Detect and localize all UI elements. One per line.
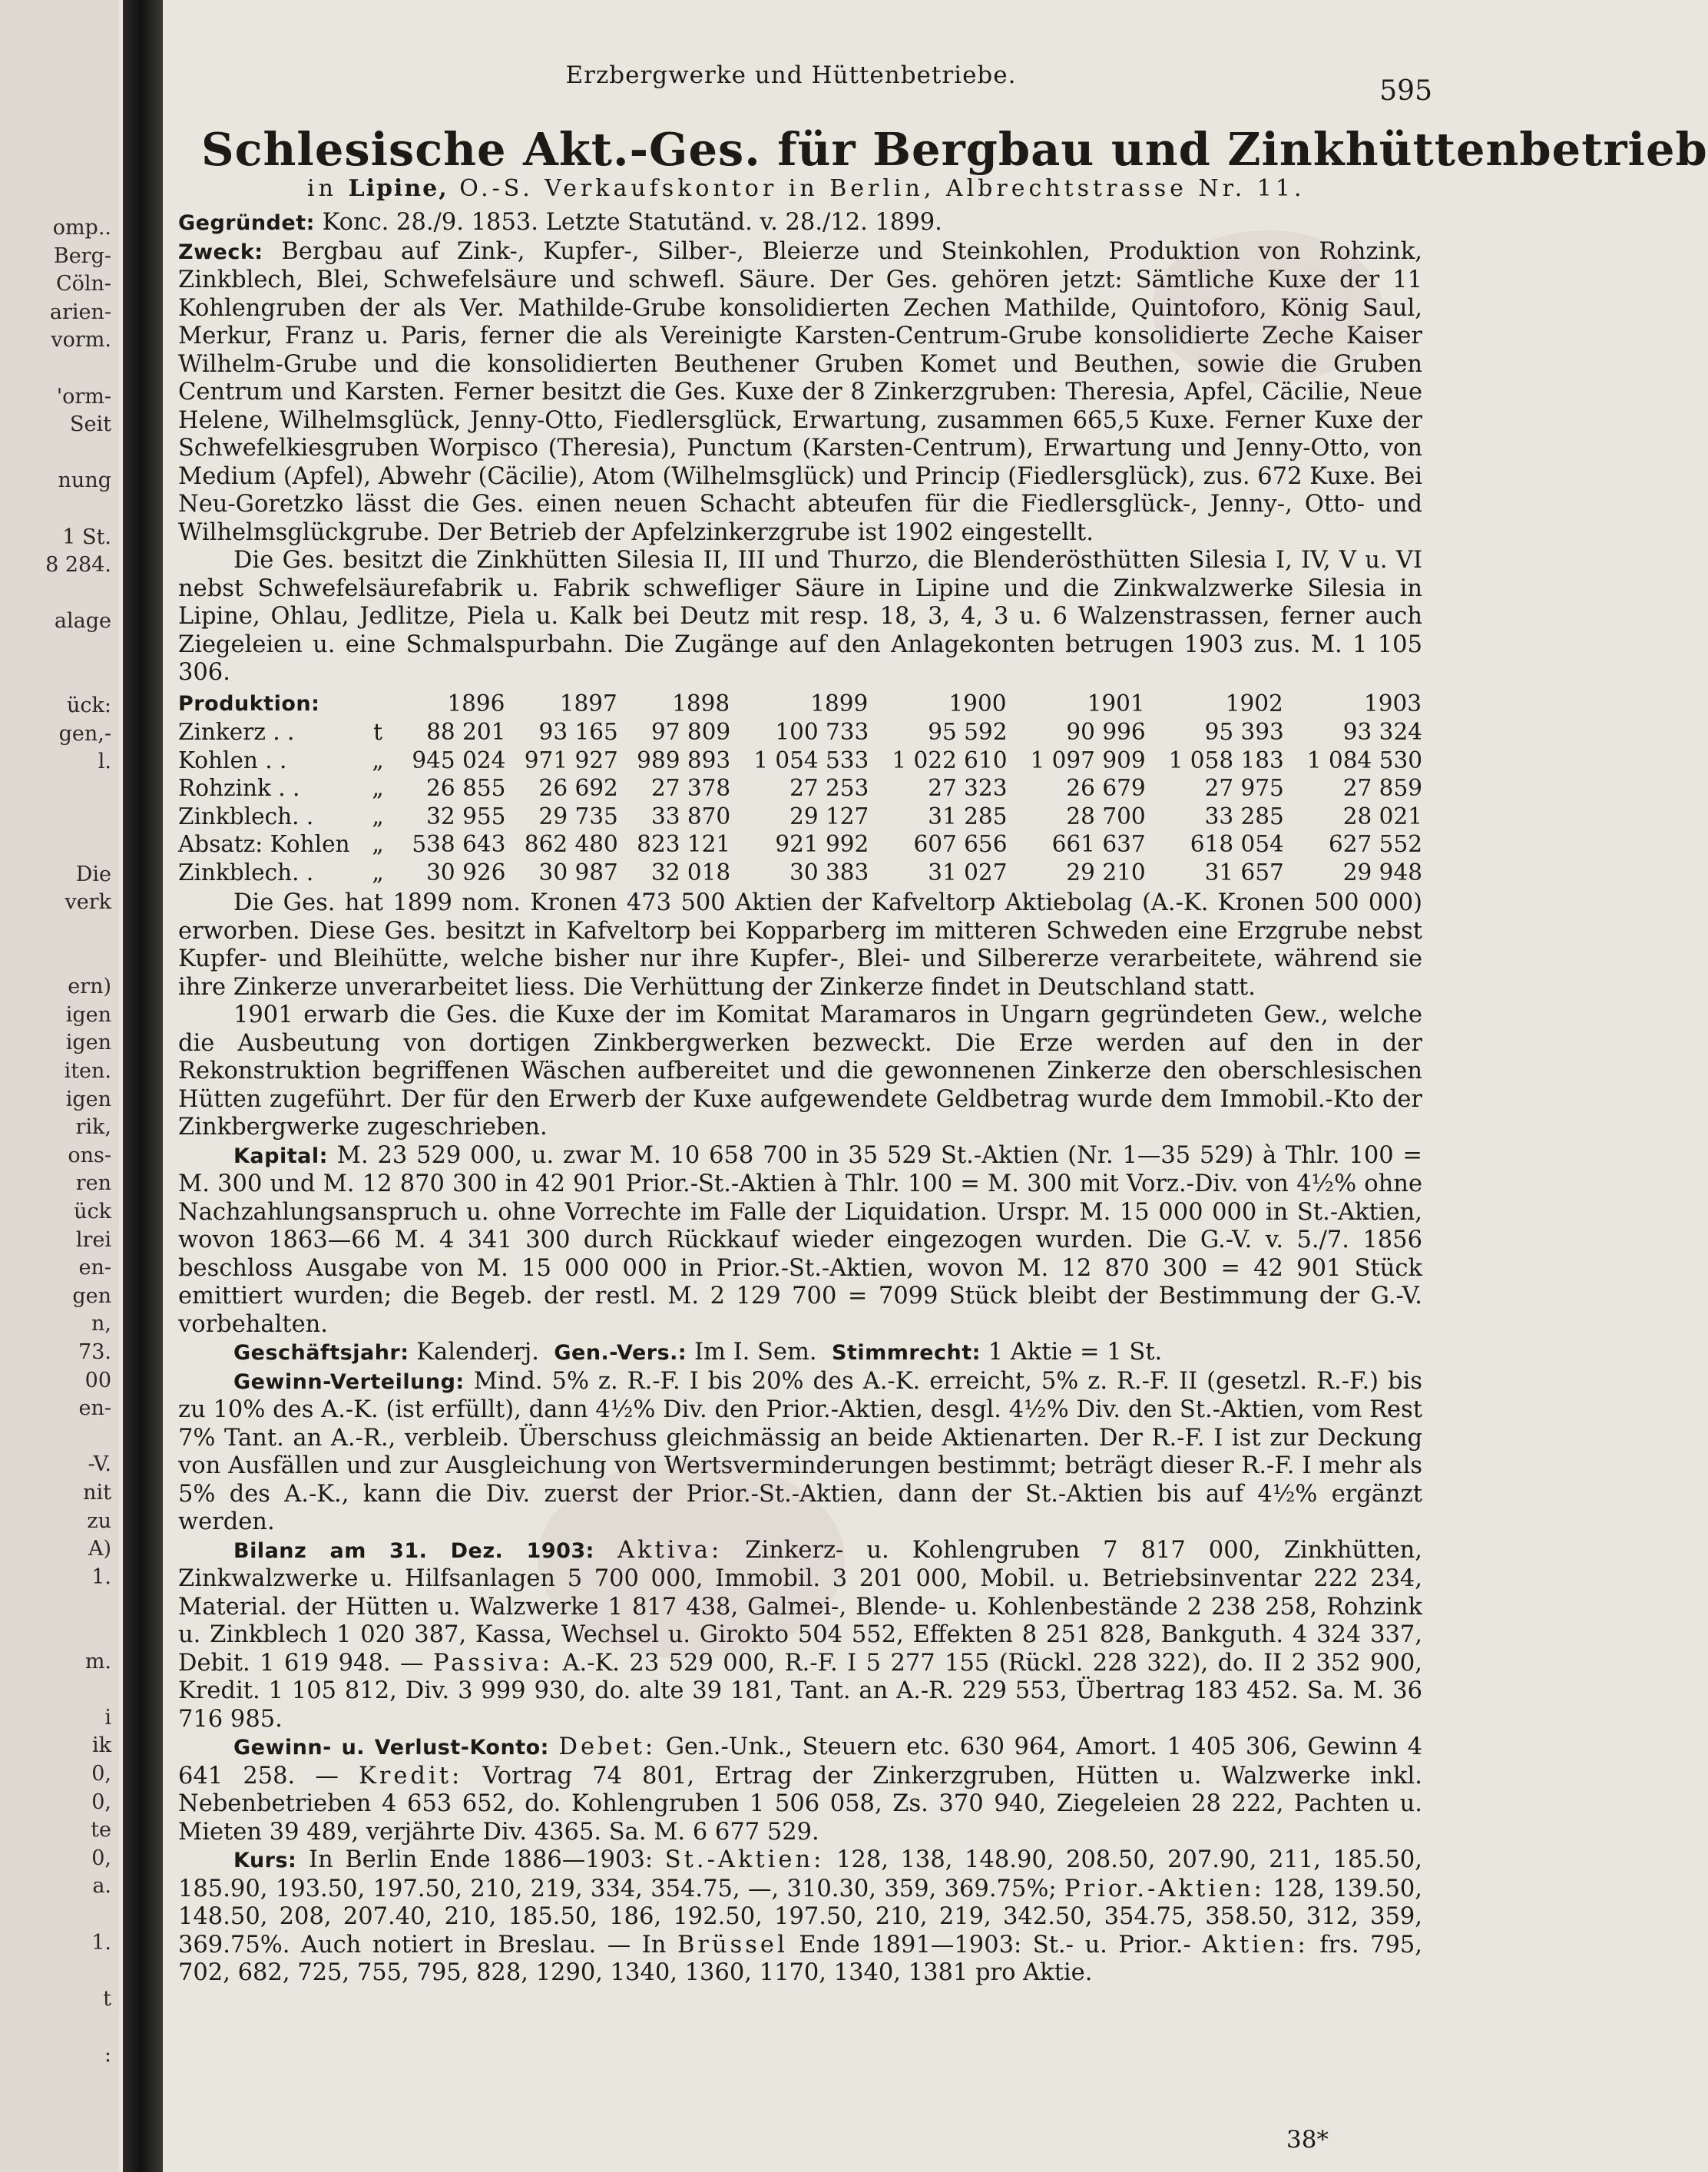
- aktiva-label: Aktiva:: [617, 1536, 723, 1564]
- gewinn-verteilung-paragraph: [178, 1368, 1422, 1537]
- facing-page-text: igen: [65, 1031, 111, 1055]
- page-number: 595: [1379, 75, 1432, 107]
- production-value: 29 735: [538, 803, 618, 829]
- location-suffix: O.-S. Verkaufskontor in Berlin, Albrechtstrasse Nr. 11.: [459, 175, 1306, 202]
- zweck-label: Zweck:: [178, 240, 263, 264]
- production-row-label: Kohlen . .: [178, 747, 287, 773]
- production-value: 32 018: [650, 859, 731, 886]
- kapital-label: Kapital:: [233, 1144, 328, 1168]
- guv-label: Gewinn- u. Verlust-Konto:: [233, 1736, 549, 1760]
- production-value: 30 383: [789, 859, 869, 886]
- production-value: 88 201: [426, 719, 506, 745]
- facing-page-text: en-: [78, 1396, 111, 1421]
- production-value: 31 657: [1204, 859, 1284, 886]
- facing-page-text: l.: [98, 750, 111, 774]
- production-value: 28 021: [1342, 803, 1422, 829]
- production-row-label: Absatz: Kohlen: [178, 831, 350, 857]
- bilanz-paragraph: [178, 1537, 1422, 1734]
- year-header: 1896: [447, 690, 505, 717]
- gewinn-verteilung-text: Mind. 5% z. R.-F. I bis 20% des A.-K. erreicht, 5% z. R.-F. II (gesetzl. R.-F.) bis zu 10% des A.-K. (ist erfüllt), dann 4½% Div. den Prior.-Aktien, desgl. 4½% Div. den St.-Aktien, vom Rest 7% Tant. an A.-R., verbleib. Überschuss gleichmässig an beide Aktienarten. Der R.-F. I ist zur Deckung von Ausfällen und zur Ausgleichung von Wertsverminderungen bestimmt; beträgt dieser R.-F. I mehr als 5% des A.-K., kann die Div. zuerst der Prior.-St.-Aktien, dann der St.-Aktien bis auf 4½% ergänzt werden.: [178, 1367, 1422, 1535]
- production-value: 618 054: [1190, 831, 1284, 857]
- production-value: 1 054 533: [753, 747, 869, 773]
- facing-page-text: 73.: [78, 1340, 111, 1364]
- facing-page-text: gen,-: [58, 721, 111, 746]
- zweck-text: Bergbau auf Zink-, Kupfer-, Silber-, Bleierze und Steinkohlen, Produktion von Rohzink, Zinkblech, Blei, Schwefelsäure und schwefl. Säure. Der Ges. gehören jetzt: Sämtliche Kuxe der 11 Kohlengruben der als Ver. Mathilde-Grube konsolidierten Zechen Mathilde, Quintoforo, König Saul, Merkur, Franz u. Paris, ferner die als Vereinigte Karsten-Centrum-Grube konsolidierte Zeche Kaiser Wilhelm-Grube und die konsolidierten Beuthener Gruben Komet und Beuthen, sowie die Gruben Centrum und Karsten. Ferner besitzt die Ges. Kuxe der 8 Zinkerzgruben: Theresia, Apfel, Cäcilie, Neue Helene, Wilhelmsglück, Jenny-Otto, Fiedlersglück, Erwartung, zusammen 665,5 Kuxe. Ferner Kuxe der Schwefelkiesgruben Worpisco (Theresia), Punctum (Karsten-Centrum), Erwartung und Jenny-Otto, von Medium (Apfel), Abwehr (Cäcilie), Atom (Wilhelmsglück) und Princip (Fiedlersglück), zus. 672 Kuxe. Bei Neu-Goretzko lässt die Ges. einen neuen Schacht abteufen für die Fiedlersglück-, Jenny-, Otto- und Wilhelmsglückgrube. Der Betrieb der Apfelzinkerzgrube ist 1902 eingestellt.: [178, 237, 1422, 546]
- production-value: 95 592: [928, 719, 1008, 745]
- passiva-label: Passiva:: [432, 1649, 554, 1677]
- production-row: [178, 803, 1422, 831]
- facing-page-text: a.: [92, 1874, 111, 1899]
- aktiva-text: Zinkerz- u. Kohlengruben 7 817 000, Zinkhütten, Zinkwalzwerke u. Hilfsanlagen 5 700 000, Immobil. 3 201 000, Mobil. u. Betriebsinventar 222 234, Material. der Hütten u. Walzwerke 1 817 438, Galmei-, Blende- u. Kohlenbestände 2 238 258, Rohzink u. Zinkblech 1 020 387, Kassa, Wechsel u. Girokto 504 552, Effekten 8 251 828, Bankguth. 4 324 337, Debit. 1 619 948. —: [178, 1536, 1422, 1677]
- production-table: [178, 689, 1422, 887]
- production-value: 31 027: [928, 859, 1008, 886]
- location-prefix: in: [307, 175, 337, 202]
- kapital-text: M. 23 529 000, u. zwar M. 10 658 700 in 35 529 St.-Aktien (Nr. 1—35 529) à Thlr. 100 = M. 300 und M. 12 870 300 in 42 901 Prior.-St.-Aktien à Thlr. 100 = M. 300 mit Vorz.-Div. von 4½% ohne Nachzahlungsanspruch u. ohne Vorrechte im Falle der Liquidation. Urspr. M. 15 000 000 in St.-Aktien, wovon 1863—66 M. 4 341 300 durch Rückkauf wieder eingezogen wurden. Die G.-V. v. 5./7. 1856 beschloss Ausgabe von M. 15 000 000 in Prior.-St.-Aktien, wovon M. 12 870 300 = 42 901 Stück emittiert wurden; die Begeb. der restl. M. 2 129 700 = 7099 Stück bleibt der Bestimmung der G.-V. vorbehalten.: [178, 1141, 1422, 1338]
- bilanz-label: Bilanz am 31. Dez. 1903:: [233, 1538, 594, 1563]
- facing-page-text: n,: [91, 1312, 111, 1336]
- production-value: 607 656: [913, 831, 1008, 857]
- year-header: 1898: [672, 690, 730, 717]
- kredit-label: Kredit:: [359, 1762, 463, 1790]
- production-value: 97 809: [650, 719, 731, 745]
- facing-page-text: ück: [74, 1200, 111, 1223]
- bruessel-label: Brüssel: [677, 1931, 788, 1958]
- facing-page-text: vorm.: [51, 328, 111, 353]
- st-aktien-text: 128, 138, 148.90, 208.50, 207.90, 211, 185.50, 185.90, 193.50, 197.50, 210, 219, 334, 354.75, —, 310.30, 359, 369.75%;: [178, 1846, 1422, 1902]
- production-value: 100 733: [775, 719, 869, 745]
- location-place: Lipine,: [348, 175, 449, 202]
- passiva-text: A.-K. 23 529 000, R.-F. I 5 277 155 (Rückl. 228 322), do. II 2 352 900, Kredit. 1 105 812, Div. 3 999 930, do. alte 39 181, Tant. an A.-R. 229 553, Übertrag 183 452. Sa. M. 36 716 985.: [178, 1649, 1422, 1733]
- gen-vers-label: Gen.-Vers.:: [554, 1341, 687, 1365]
- year-header: 1900: [948, 690, 1007, 717]
- production-row-unit: „: [372, 859, 384, 886]
- facing-page-fragment: [0, 0, 119, 2172]
- production-row: [178, 859, 1422, 887]
- facing-page-text: ren: [75, 1171, 111, 1196]
- guv-paragraph: [178, 1733, 1422, 1846]
- production-value: 27 253: [789, 775, 869, 801]
- production-value: 28 700: [1066, 803, 1146, 829]
- facing-page-text: t: [103, 1986, 111, 2011]
- book-gutter: [123, 0, 163, 2172]
- gewinn-verteilung-label: Gewinn-Verteilung:: [233, 1369, 465, 1394]
- facing-page-text: 1 St.: [62, 525, 111, 549]
- production-value: 26 679: [1066, 775, 1146, 801]
- geschaeftsjahr-label: Geschäftsjahr:: [233, 1341, 409, 1365]
- facing-page-text: i: [104, 1705, 111, 1730]
- production-value: 31 285: [928, 803, 1008, 829]
- production-row-unit: t: [373, 719, 382, 745]
- production-value: 30 987: [538, 859, 618, 886]
- production-value: 93 165: [538, 719, 618, 745]
- facing-page-text: ik: [92, 1733, 111, 1758]
- production-row-label: Zinkblech. .: [178, 803, 314, 829]
- paragraph-1901: 1901 erwarb die Ges. die Kuxe der im Komitat Maramaros in Ungarn gegründeten Gew., welche die Ausbeutung von dortigen Zinkbergwerken bezweckt. Die Erze werden auf den in der Rekonstruktion begriffenen Wäschen aufbereitet und die gewonnenen Zinkerze den oberschlesischen Hütten zugeführt. Der für den Erwerb der Kuxe aufgewendete Geldbetrag wurde dem Immobil.-Kto der Zinkbergwerke zugeschrieben.: [178, 1002, 1422, 1141]
- stimmrecht-label: Stimmrecht:: [832, 1341, 981, 1365]
- facing-page-text: ons-: [68, 1143, 111, 1167]
- production-row-unit: „: [372, 747, 384, 773]
- production-value: 29 948: [1342, 859, 1422, 886]
- production-row-label: Zinkerz . .: [178, 719, 295, 745]
- year-header: 1902: [1225, 690, 1283, 717]
- stimmrecht-text: 1 Aktie = 1 St.: [988, 1339, 1163, 1366]
- production-value: 95 393: [1204, 719, 1284, 745]
- facing-page-text: 1.: [91, 1564, 111, 1589]
- facing-page-text: -V.: [88, 1452, 111, 1477]
- facing-page-text: Cöln-: [55, 272, 111, 296]
- production-row-unit: „: [372, 803, 384, 829]
- production-value: 26 855: [426, 775, 506, 801]
- production-row: [178, 747, 1422, 775]
- debet-label: Debet:: [558, 1733, 657, 1760]
- kredit-text: Vortrag 74 801, Ertrag der Zinkerzgruben, Hütten u. Walzwerke inkl. Nebenbetrieben 4 653 652, do. Kohlengruben 1 506 058, Zs. 370 940, Ziegeleien 28 222, Pachten u. Mieten 39 489, verjährte Div. 4365. Sa. M. 6 677 529.: [178, 1762, 1422, 1846]
- facing-page-text: 1.: [91, 1930, 111, 1955]
- production-value: 29 127: [789, 803, 869, 829]
- debet-text: Gen.-Unk., Steuern etc. 630 964, Amort. 1 405 306, Gewinn 4 641 258. —: [178, 1733, 1422, 1790]
- year-header: 1903: [1363, 690, 1422, 717]
- prior-aktien-text: 128, 139.50, 148.50, 208, 207.40, 210, 185.50, 186, 192.50, 197.50, 210, 219, 342.50, 354.75, 358.50, 312, 359, 369.75%. Auch notiert in Breslau. — In: [178, 1875, 1422, 1958]
- facing-page-text: te: [91, 1818, 111, 1843]
- facing-page-text: verk: [65, 890, 111, 915]
- production-value: 538 643: [412, 831, 506, 857]
- production-value: 1 058 183: [1168, 747, 1284, 773]
- production-value: 971 927: [524, 747, 618, 773]
- production-value: 921 992: [775, 831, 869, 857]
- production-value: 1 022 610: [892, 747, 1008, 773]
- unit-header-cell: [362, 689, 393, 719]
- aktien-text: frs. 795, 702, 682, 725, 755, 795, 828, 1290, 1340, 1360, 1170, 1340, 1381 pro Aktie.: [178, 1931, 1422, 1986]
- facing-page-text: omp..: [52, 216, 111, 240]
- gen-vers-text: Im I. Sem.: [693, 1339, 817, 1366]
- gegruendet-text: Konc. 28./9. 1853. Letzte Statutänd. v. 28./12. 1899.: [322, 209, 942, 236]
- production-row-unit: „: [372, 831, 384, 857]
- facing-page-text: arien-: [49, 300, 111, 324]
- production-value: 945 024: [412, 747, 506, 773]
- kurs-label: Kurs:: [233, 1849, 297, 1872]
- production-value: 32 955: [426, 803, 506, 829]
- entry-body: [178, 209, 1422, 1988]
- production-value: 627 552: [1329, 831, 1422, 857]
- facing-page-text: en-: [78, 1256, 111, 1280]
- production-value: 1 097 909: [1030, 747, 1146, 773]
- prior-aktien-label: Prior.-Aktien:: [1064, 1875, 1265, 1902]
- kurs-paragraph: [178, 1846, 1422, 1988]
- production-row: [178, 830, 1422, 859]
- production-label-cell: [178, 689, 362, 719]
- production-value: 26 692: [538, 775, 618, 801]
- facing-page-text: 'orm-: [56, 384, 111, 409]
- facing-page-text: alage: [54, 609, 111, 634]
- aktien-label: Aktien:: [1202, 1931, 1309, 1958]
- facing-page-text: A): [88, 1537, 111, 1561]
- gegruendet-paragraph: [178, 209, 1422, 238]
- facing-page-text: 0,: [91, 1762, 111, 1786]
- kapital-paragraph: [178, 1142, 1422, 1339]
- facing-page-text: Die: [75, 862, 111, 886]
- production-row-label: Rohzink . .: [178, 775, 300, 801]
- facing-page-text: zu: [87, 1508, 111, 1533]
- production-value: 823 121: [637, 831, 731, 857]
- production-row-unit: „: [372, 775, 384, 801]
- facing-page-text: :: [104, 2043, 111, 2067]
- production-value: 27 859: [1342, 775, 1422, 801]
- signature-mark: 38*: [1286, 2126, 1329, 2154]
- production-row: [178, 774, 1422, 803]
- facing-page-text: 00: [84, 1368, 111, 1392]
- facing-page-text: Berg-: [53, 243, 111, 268]
- zweck-paragraph: [178, 238, 1422, 548]
- production-value: 27 378: [650, 775, 731, 801]
- year-header: 1899: [810, 690, 869, 717]
- facing-page-text: lrei: [75, 1227, 111, 1252]
- gegruendet-label: Gegründet:: [178, 211, 315, 235]
- company-location: [307, 175, 1382, 202]
- facing-page-text: 0,: [91, 1846, 111, 1870]
- year-header: 1901: [1087, 690, 1145, 717]
- year-header: 1897: [559, 690, 617, 717]
- facing-page-text: igen: [65, 1002, 111, 1027]
- production-value: 29 210: [1066, 859, 1146, 886]
- production-value: 1 084 530: [1306, 747, 1422, 773]
- facing-page-text: 8 284.: [45, 553, 111, 578]
- facing-page-text: Seit: [70, 412, 111, 437]
- facing-page-text: 0,: [91, 1790, 111, 1814]
- aktien-paragraph: Die Ges. hat 1899 nom. Kronen 473 500 Aktien der Kafveltorp Aktiebolag (A.-K. Kronen 500 000) erworben. Diese Ges. besitzt in Kafveltorp bei Kopparberg im mitteren Schweden eine Erzgrube nebst Kupfer- und Bleihütte, welche bisher nur ihre Kupfer-, Blei- und Silbererze verarbeitete, während sie ihre Zinkerze unverarbeitet liess. Die Verhüttung der Zinkerze findet in Deutschland statt.: [178, 889, 1422, 1001]
- facing-page-text: nung: [58, 469, 111, 493]
- facing-page-text: ück:: [67, 694, 111, 718]
- production-header-row: [178, 689, 1422, 719]
- facing-page-text: iten.: [64, 1059, 111, 1083]
- production-value: 989 893: [637, 747, 731, 773]
- production-row: [178, 718, 1422, 747]
- production-value: 661 637: [1051, 831, 1146, 857]
- production-value: 90 996: [1066, 719, 1146, 745]
- production-value: 27 323: [928, 775, 1008, 801]
- facing-page-text: rik,: [75, 1115, 111, 1140]
- production-value: 33 285: [1204, 803, 1284, 829]
- geschaeftsjahr-paragraph: [178, 1339, 1422, 1368]
- production-value: 862 480: [524, 831, 618, 857]
- st-aktien-label: St.-Aktien:: [664, 1846, 825, 1873]
- production-row-label: Zinkblech. .: [178, 859, 314, 886]
- production-value: 33 870: [650, 803, 731, 829]
- facing-page-text: nit: [83, 1481, 111, 1505]
- facing-page-text: m.: [84, 1649, 111, 1674]
- zweck-paragraph-2: Die Ges. besitzt die Zinkhütten Silesia II, III und Thurzo, die Blenderösthütten Silesia I, IV, V u. VI nebst Schwefelsäurefabrik u. Fabrik schwefliger Säure in Lipine und die Zinkwalzwerke Silesia in Lipine, Ohlau, Jedlitze, Piela u. Kalk bei Deutz mit resp. 18, 3, 4, 3 u. 6 Walzenstrassen, ferner auch Ziegeleien u. eine Schmalspurbahn. Die Zugänge auf den Anlagekonten betrugen 1903 zus. M. 1 105 306.: [178, 547, 1422, 686]
- running-head: Erzbergwerke und Hüttenbetriebe.: [565, 61, 1017, 89]
- kurs-text-1: In Berlin Ende 1886—1903:: [308, 1846, 654, 1873]
- production-value: 27 975: [1204, 775, 1284, 801]
- facing-page-text: ern): [68, 975, 111, 999]
- facing-page-text: gen: [72, 1283, 111, 1308]
- company-title: Schlesische Akt.-Ges. für Bergbau und Zinkhüttenbetrieb: [201, 123, 1708, 176]
- production-value: 93 324: [1342, 719, 1422, 745]
- geschaeftsjahr-text: Kalenderj.: [416, 1339, 539, 1366]
- production-value: 30 926: [426, 859, 506, 886]
- bruessel-text: Ende 1891—1903: St.- u. Prior.-: [799, 1931, 1191, 1958]
- facing-page-text: igen: [65, 1087, 111, 1111]
- produktion-label: Produktion:: [178, 691, 320, 716]
